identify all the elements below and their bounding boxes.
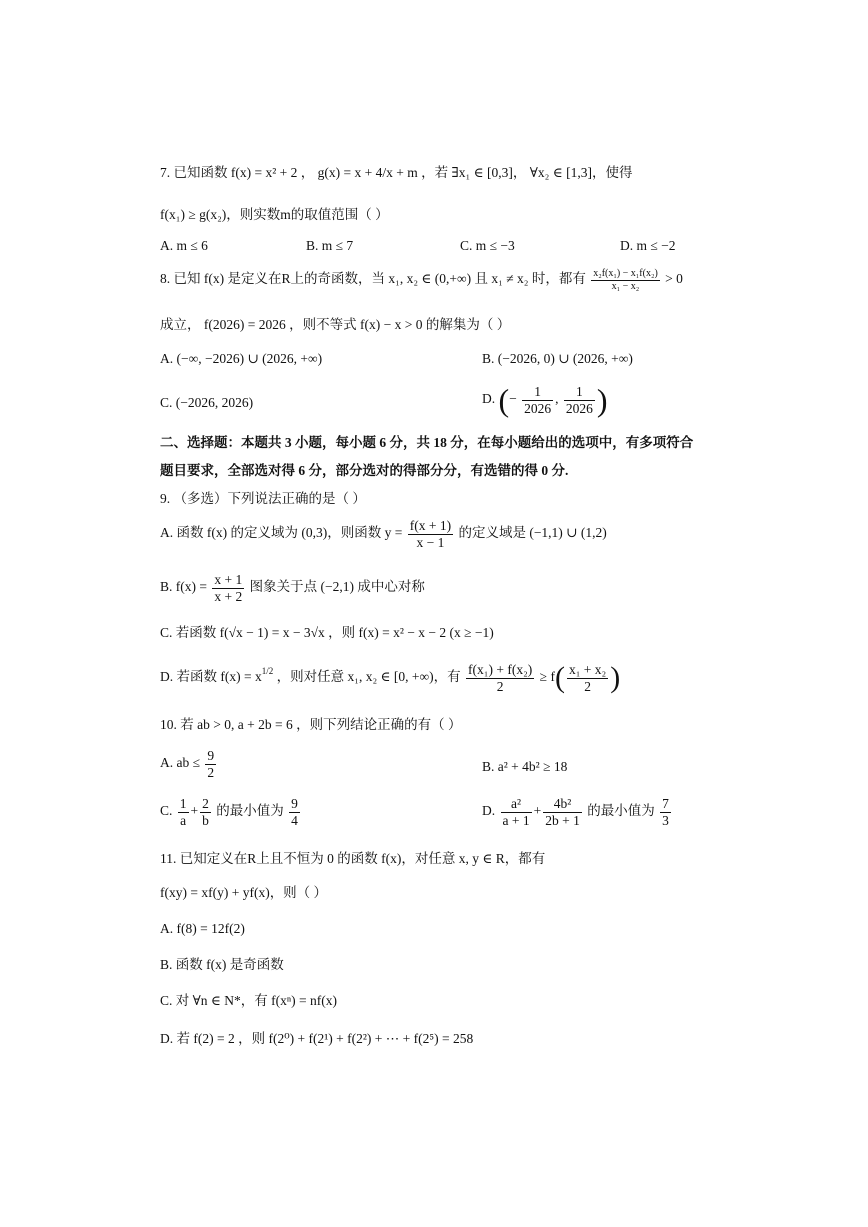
q10-c-vn: 9 <box>291 796 298 811</box>
q8-stem-text: 8. 已知 f(x) 是定义在R上的奇函数，当 x₁, x₂ ∈ (0,+∞) 且 x₁ ≠ x₂ 时，都有 <box>160 271 586 287</box>
section2-heading-line1: 二、选择题：本题共 3 小题，每小题 6 分，共 18 分，在每小题给出的选项中，有多项符合 <box>160 435 694 450</box>
q7-option-a: A. m ≤ 6 <box>160 238 208 253</box>
q10-d-d2: 2b + 1 <box>545 812 580 828</box>
q11-option-a: A. f(8) = 12f(2) <box>160 921 245 936</box>
q9-d-den2: 2 <box>584 678 591 694</box>
left-paren-icon: ( <box>554 661 565 695</box>
q10-option-c <box>160 796 302 828</box>
q10-c-label: C. <box>160 803 173 819</box>
q8-d-num1: 1 <box>522 384 553 401</box>
q9-option-c: C. 若函数 f(√x − 1) = x − 3√x ，则 f(x) = x² − x − 2 (x ≥ −1) <box>160 625 494 640</box>
q7-stem-line2: f(x₁) ≥ g(x₂)，则实数m的取值范围（ ） <box>160 207 389 222</box>
q9-a-den: x − 1 <box>416 534 445 550</box>
q10-d-vd: 3 <box>662 812 669 828</box>
q9-d-text: D. 若函数 f(x) = x <box>160 669 262 685</box>
q8-d-num2: 1 <box>564 384 595 401</box>
q8-stem-line2: 成立， f(2026) = 2026 ，则不等式 f(x) − x > 0 的解集为（ ） <box>160 317 511 332</box>
q10-d-text: 的最小值为 <box>587 803 655 819</box>
q8-option-d-fraction-1 <box>522 384 553 416</box>
q9-a-tail: 的定义域是 (−1,1) ∪ (1,2) <box>458 525 607 541</box>
q10-d-label: D. <box>482 803 496 819</box>
q10-d-vn: 7 <box>662 796 669 811</box>
q8-condition-fraction <box>591 268 660 292</box>
q9-stem: 9. （多选）下列说法正确的是（ ） <box>160 491 366 506</box>
q10-c-d2: b <box>202 812 209 828</box>
q7-option-d: D. m ≤ −2 <box>620 238 676 253</box>
q11-option-d: D. 若 f(2) = 2 ，则 f(2⁰) + f(2¹) + f(2²) + ⋯ + f(2⁵) = 258 <box>160 1031 474 1046</box>
q10-c-vd: 4 <box>291 812 298 828</box>
q10-a-text: A. ab ≤ <box>160 755 201 771</box>
q10-d-d1: a + 1 <box>502 812 530 828</box>
q10-c-plus: + <box>190 803 199 819</box>
q10-d-value <box>660 796 671 828</box>
q10-a-num: 9 <box>207 748 215 763</box>
left-paren-icon: ( <box>498 382 510 419</box>
q10-c-d1: a <box>180 812 187 828</box>
q10-d-fraction-1 <box>501 796 532 828</box>
q8-fraction-denominator: x₁ − x₂ <box>611 280 640 292</box>
q8-option-d-label: D. <box>482 391 496 407</box>
q10-option-b: B. a² + 4b² ≥ 18 <box>482 759 568 774</box>
q9-a-text: A. 函数 f(x) 的定义域为 (0,3)，则函数 y = <box>160 525 403 541</box>
q10-d-n1: a² <box>501 796 532 813</box>
q11-option-b: B. 函数 f(x) 是奇函数 <box>160 957 284 972</box>
q10-c-fraction-1 <box>178 796 189 828</box>
q9-d-num2: x₁ + x₂ <box>568 662 607 677</box>
q11-option-c: C. 对 ∀n ∈ N*，有 f(xⁿ) = nf(x) <box>160 993 337 1008</box>
q8-option-b: B. (−2026, 0) ∪ (2026, +∞) <box>482 351 633 366</box>
q9-d-exponent: 1/2 <box>261 666 274 677</box>
q9-option-d <box>160 662 620 694</box>
q10-option-a <box>160 748 218 780</box>
right-paren-icon: ) <box>596 382 608 419</box>
q8-option-c: C. (−2026, 2026) <box>160 395 254 410</box>
q9-b-den: x + 2 <box>214 588 243 604</box>
q9-b-tail: 图象关于点 (−2,1) 成中心对称 <box>249 579 425 595</box>
q10-c-n2: 2 <box>202 796 209 811</box>
q9-d-ge: ≥ f <box>539 669 555 685</box>
right-paren-icon: ) <box>610 661 621 695</box>
q7-option-b: B. m ≤ 7 <box>306 238 354 253</box>
q10-d-plus: + <box>533 803 542 819</box>
q8-d-den2: 2026 <box>565 400 593 416</box>
q7-option-c: C. m ≤ −3 <box>460 238 515 253</box>
q9-option-b <box>160 572 425 604</box>
q10-option-d <box>482 796 673 828</box>
q10-d-n2: 4b² <box>543 796 582 813</box>
q10-a-den: 2 <box>207 764 215 780</box>
q10-a-fraction <box>205 748 216 780</box>
q9-d-num: f(x₁) + f(x₂) <box>468 662 533 677</box>
q8-d-den1: 2026 <box>524 400 552 416</box>
q8-minus-sign: − <box>509 391 517 407</box>
q11-stem-line1: 11. 已知定义在R上且不恒为 0 的函数 f(x)，对任意 x, y ∈ R，都有 <box>160 851 546 866</box>
q9-d-fraction-1 <box>466 662 534 694</box>
q8-comma: , <box>555 391 559 407</box>
q10-d-fraction-2 <box>543 796 582 828</box>
q10-c-fraction-2 <box>200 796 211 828</box>
q9-option-a <box>160 518 607 550</box>
q8-option-d <box>482 382 608 419</box>
q8-stem-line1 <box>160 268 683 292</box>
q10-stem: 10. 若 ab > 0, a + 2b = 6 ，则下列结论正确的有（ ） <box>160 717 462 732</box>
q8-option-d-fraction-2 <box>564 384 595 416</box>
q8-condition-tail: > 0 <box>665 271 683 287</box>
q8-option-a: A. (−∞, −2026) ∪ (2026, +∞) <box>160 351 323 366</box>
q9-d-mid: ，则对任意 x₁, x₂ ∈ [0, +∞)，有 <box>276 669 461 685</box>
q7-stem-line1: 7. 已知函数 f(x) = x² + 2 ， g(x) = x + 4/x + m ，若 ∃x₁ ∈ [0,3]， ∀x₂ ∈ [1,3]，使得 <box>160 165 633 180</box>
q9-a-fraction <box>408 518 453 550</box>
q10-c-value <box>289 796 300 828</box>
q9-d-den: 2 <box>496 678 504 694</box>
q10-c-text: 的最小值为 <box>216 803 284 819</box>
section2-heading-line2: 题目要求，全部选对得 6 分，部分选对的得部分分，有选错的得 0 分. <box>160 463 569 478</box>
q9-b-num: x + 1 <box>214 572 243 587</box>
q9-b-text: B. f(x) = <box>160 579 207 595</box>
q9-b-fraction <box>212 572 244 604</box>
q9-a-num: f(x + 1) <box>409 518 452 533</box>
q10-c-n1: 1 <box>179 796 187 811</box>
q8-fraction-numerator: x₂f(x₁) − x₁f(x₂) <box>593 268 658 279</box>
q11-stem-line2: f(xy) = xf(y) + yf(x)，则（ ） <box>160 885 328 900</box>
q9-d-fraction-2 <box>567 662 608 694</box>
